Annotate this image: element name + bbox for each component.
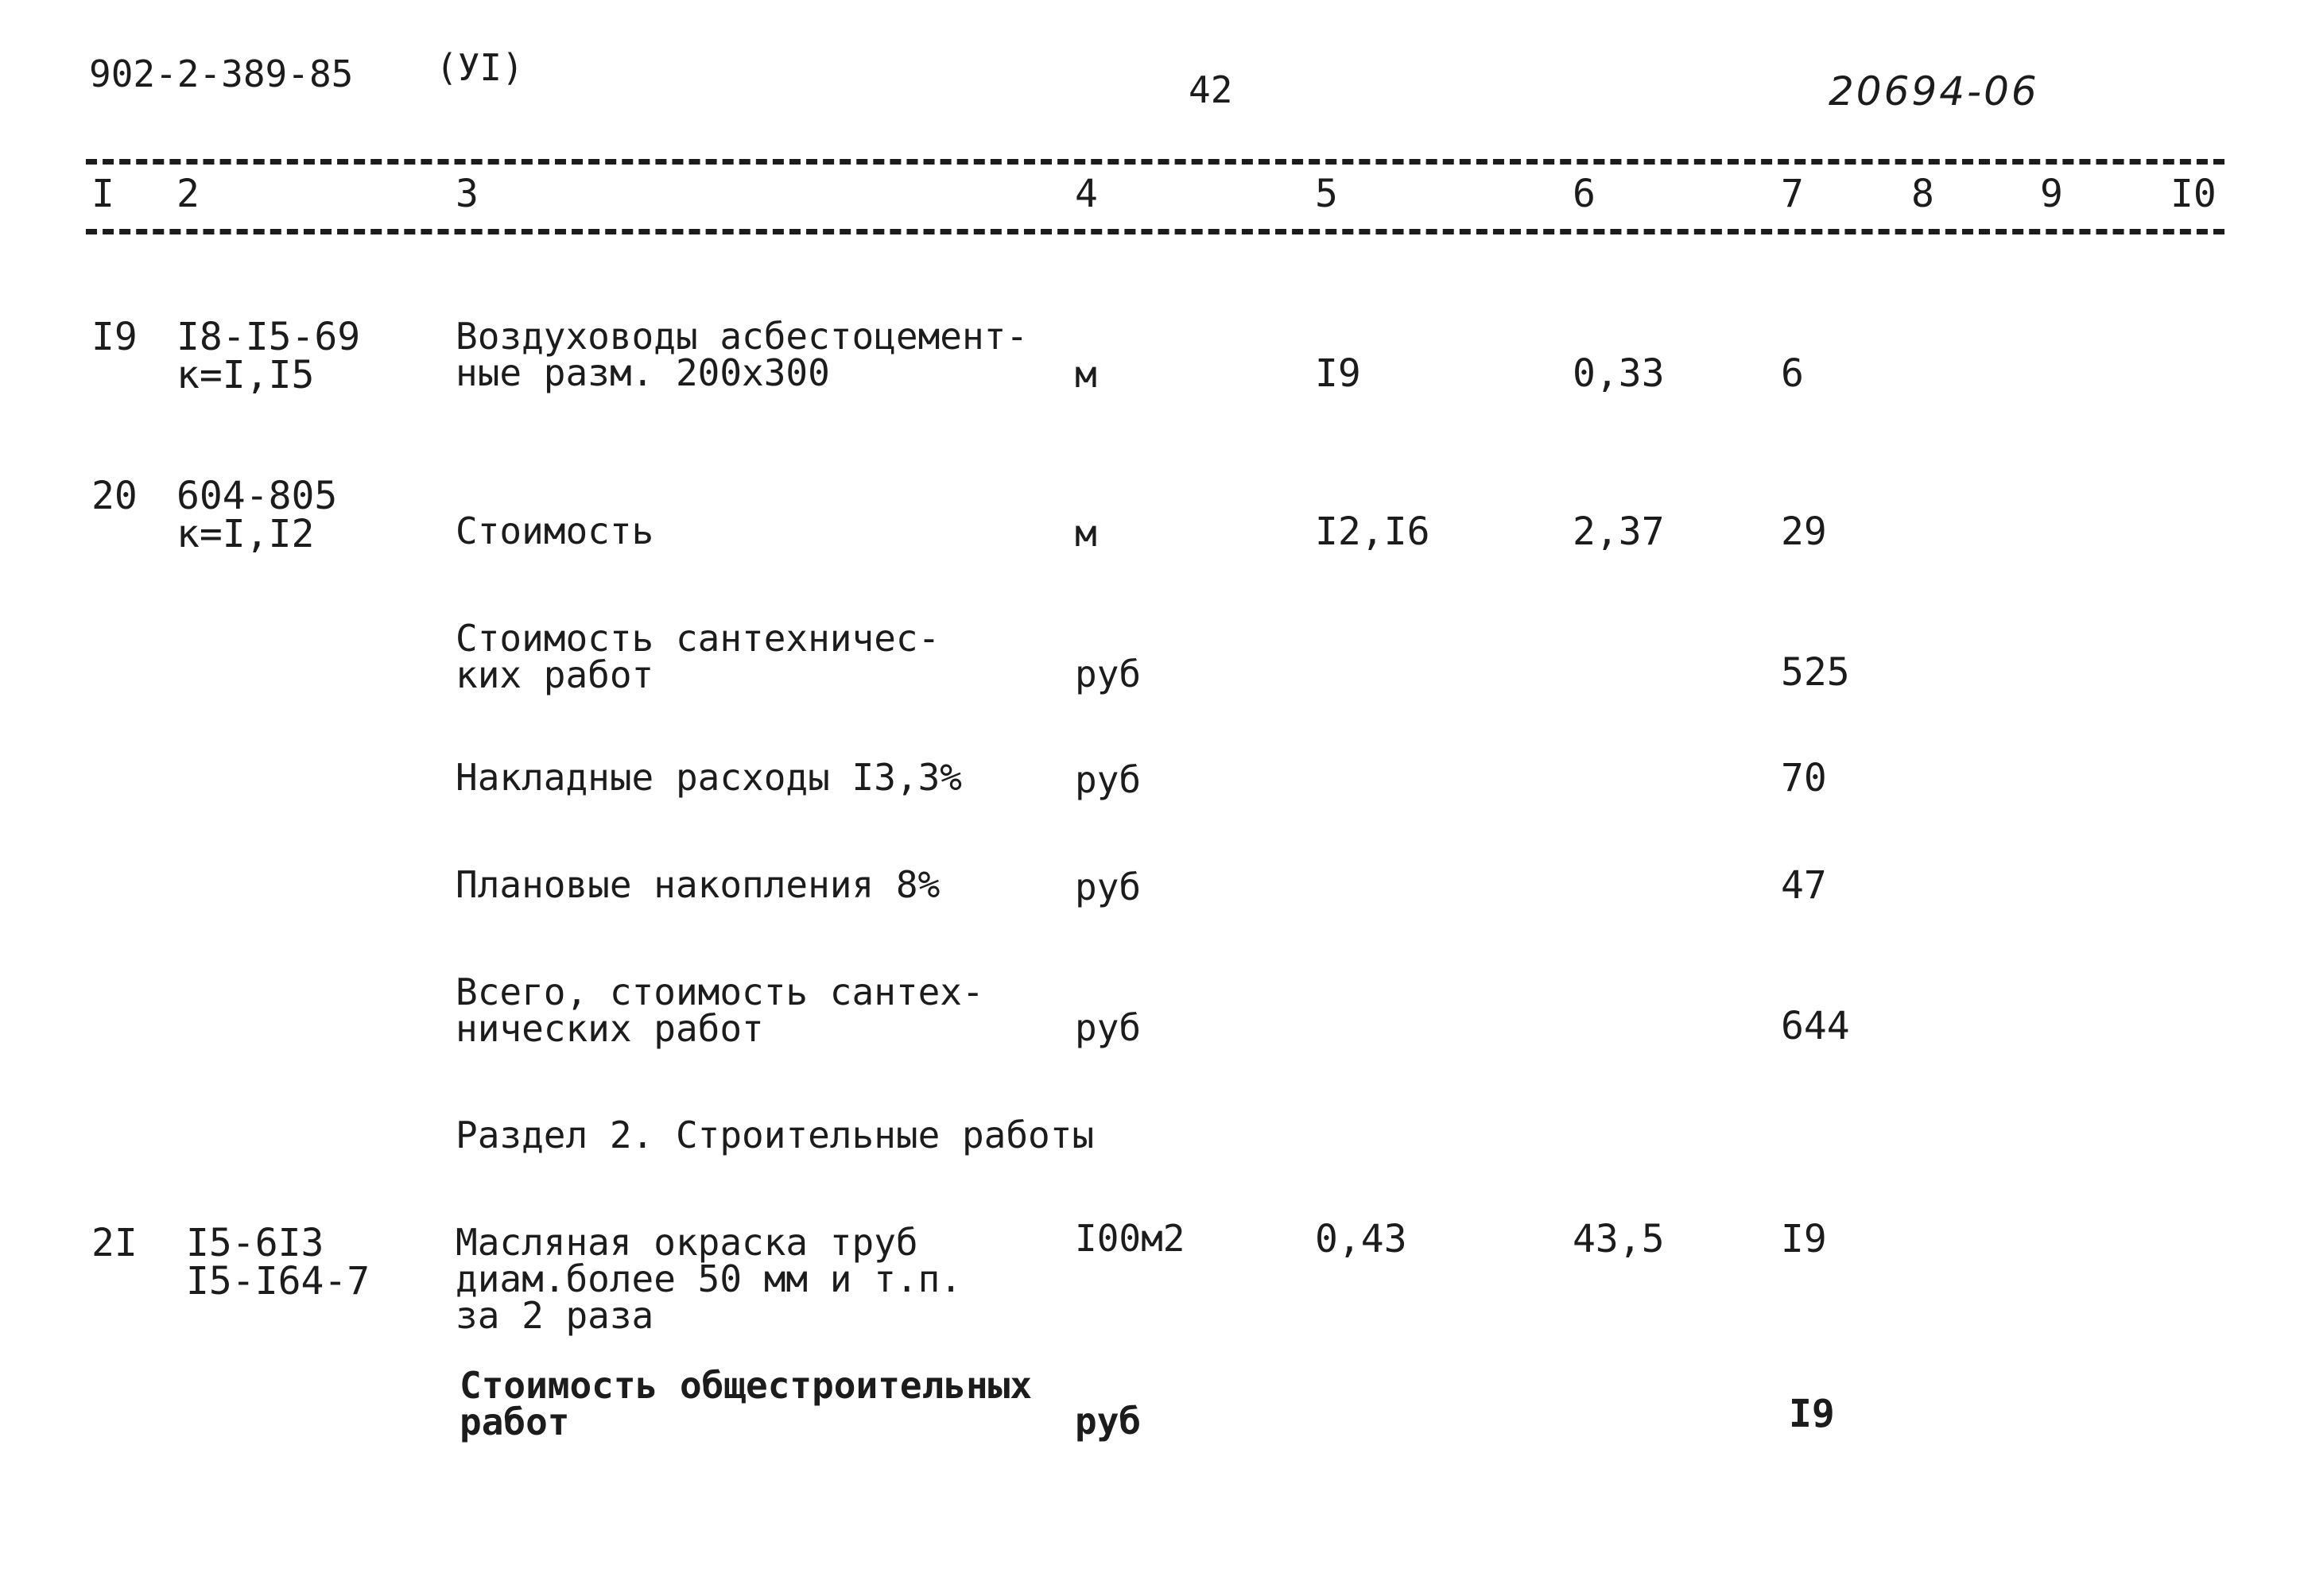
row-total: I9: [1789, 1392, 1835, 1436]
document-code: 902-2-389-85: [89, 52, 354, 95]
row-description-line: Масляная окраска труб: [456, 1221, 918, 1264]
row-code-line: к=I,I2: [176, 512, 315, 556]
row-description: Плановые накопления 8%: [456, 863, 941, 906]
row-quantity: 0,43: [1315, 1217, 1407, 1261]
column-header-3: 3: [456, 172, 479, 216]
column-header-1: I: [91, 172, 114, 216]
row-description: Накладные расходы I3,3%: [456, 756, 962, 799]
row-code-line: I5-I64-7: [186, 1259, 370, 1304]
column-header-6: 6: [1573, 172, 1596, 216]
row-quantity: I9: [1315, 351, 1361, 396]
column-header-2: 2: [176, 172, 200, 216]
row-description-line: Всего, стоимость сантех-: [456, 970, 984, 1013]
row-code: [186, 1221, 370, 1304]
row-number: 2I: [91, 1221, 138, 1265]
row-description-line: ные разм. 200х300: [456, 351, 830, 394]
row-description: Стоимость: [456, 509, 654, 552]
row-description-line: Стоимость общестроительных: [460, 1364, 1033, 1407]
row-description: [456, 315, 1029, 394]
page-number: 42: [1189, 68, 1233, 111]
row-unit: руб: [1075, 1400, 1142, 1443]
row-code: [176, 315, 361, 397]
column-header-9: 9: [2040, 172, 2063, 216]
column-header-7: 7: [1781, 172, 1804, 216]
row-unit: руб: [1075, 866, 1142, 908]
row-description: [456, 970, 984, 1050]
row-description-line: нических работ: [456, 1007, 764, 1050]
row-total: 525: [1781, 650, 1850, 695]
row-total: 70: [1781, 756, 1827, 800]
row-total: 644: [1781, 1004, 1850, 1048]
row-description: [456, 617, 941, 696]
column-header-10: I0: [2170, 172, 2217, 216]
column-header-4: 4: [1075, 172, 1098, 216]
row-code-line: к=I,I5: [176, 353, 315, 397]
row-code-line: I8-I5-69: [176, 315, 361, 359]
row-number: I9: [91, 315, 138, 359]
row-description-line: ких работ: [456, 653, 654, 696]
row-quantity: I2,I6: [1315, 509, 1430, 554]
row-unit: руб: [1075, 653, 1142, 695]
row-description: [456, 1221, 962, 1337]
header-top-rule: [86, 159, 2224, 165]
row-description-line: работ: [460, 1400, 570, 1443]
row-unit-price: 43,5: [1573, 1217, 1665, 1261]
column-header-5: 5: [1315, 172, 1338, 216]
row-total: 29: [1781, 509, 1827, 554]
row-description-line: Стоимость сантехничес-: [456, 617, 941, 660]
row-code-line: I5-6I3: [186, 1221, 324, 1265]
row-code-line: 604-805: [176, 474, 338, 518]
row-description-line: диам.более 50 мм и т.п.: [456, 1257, 962, 1300]
row-unit-price: 0,33: [1573, 351, 1665, 396]
row-unit: руб: [1075, 758, 1142, 801]
row-unit: I00м2: [1075, 1217, 1185, 1260]
row-total: 6: [1781, 351, 1804, 396]
row-total: I9: [1781, 1217, 1827, 1261]
row-unit-price: 2,37: [1573, 509, 1665, 554]
row-unit: м: [1075, 353, 1097, 396]
column-header-8: 8: [1911, 172, 1934, 216]
header-bottom-rule: [86, 229, 2224, 234]
row-unit: м: [1075, 512, 1097, 555]
row-code: [176, 474, 338, 556]
row-number: 20: [91, 474, 138, 518]
section-heading: Раздел 2. Строительные работы: [456, 1114, 1095, 1156]
row-unit: руб: [1075, 1006, 1142, 1049]
inventory-number: 20694-06: [1829, 68, 2039, 114]
row-description-line: за 2 раза: [456, 1294, 654, 1337]
volume-label: (УI): [436, 46, 524, 89]
row-description: [460, 1364, 1033, 1443]
row-description-line: Воздуховоды асбестоцемент-: [456, 315, 1029, 358]
row-total: 47: [1781, 863, 1827, 908]
